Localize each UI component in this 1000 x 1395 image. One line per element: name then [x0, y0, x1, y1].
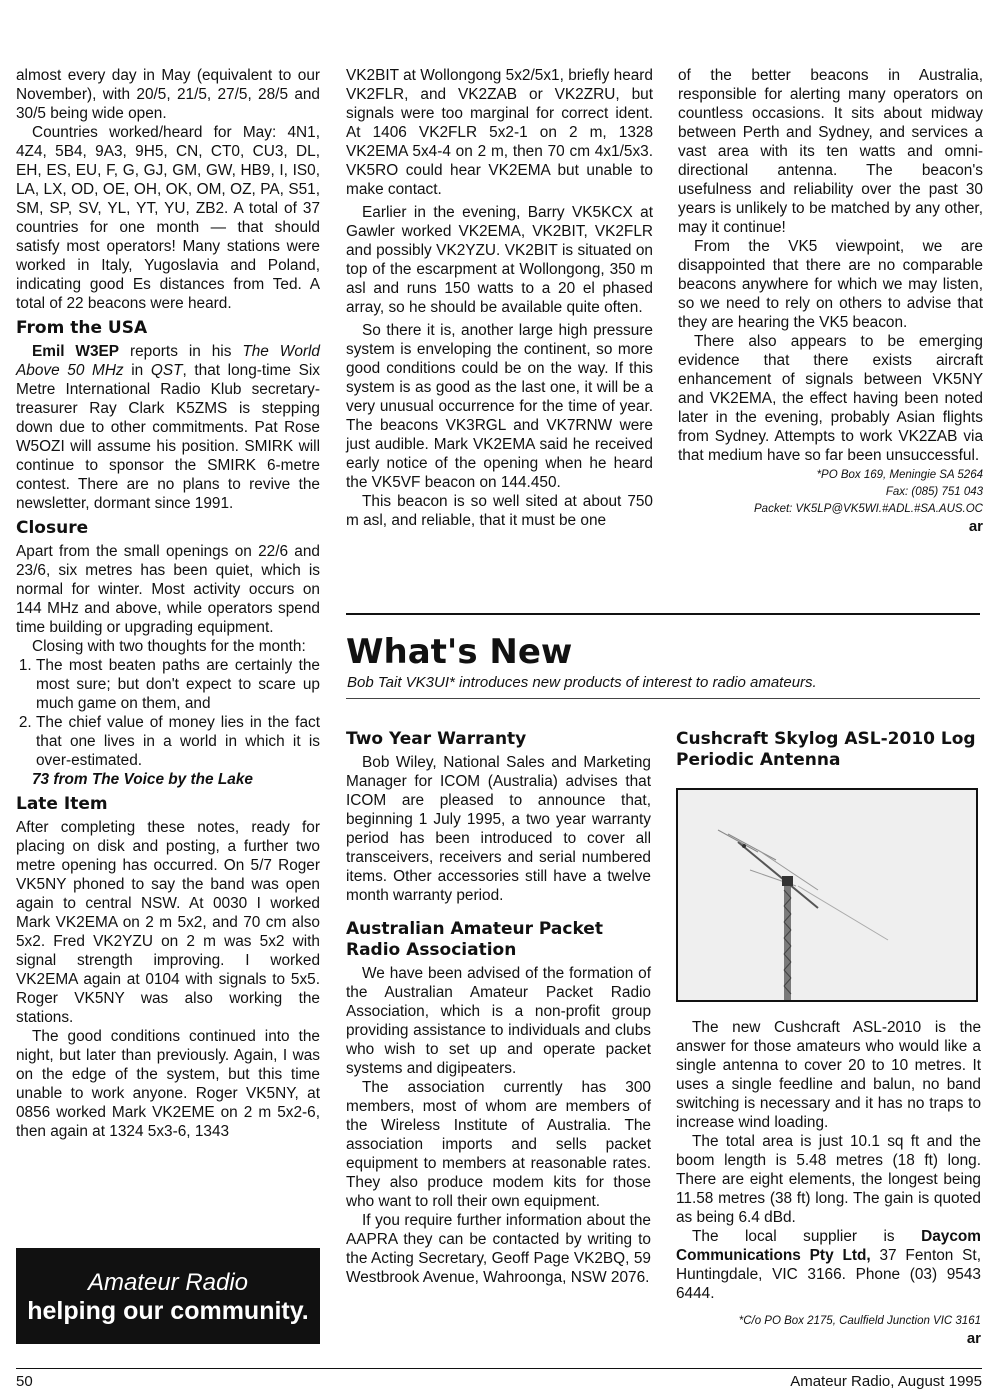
antenna-photo-illustration — [678, 790, 976, 1000]
end-mark: ar — [968, 518, 983, 535]
paragraph: Apart from the small openings on 22/6 and 23/6, six metres has been quiet, which is normal for winter. Most activity occurs on 144 MHz and above, while operators spend time building or upgrading equipment. — [16, 543, 320, 636]
list-item: 1. The most beaten paths are certainly the most sure; but don't expect to scare up much game on them, and — [36, 656, 320, 713]
publication-title: The World Above 50 MHz — [16, 343, 320, 379]
paragraph: Closing with two thoughts for the month: — [32, 638, 306, 655]
paragraph — [16, 342, 320, 513]
heading-two-year-warranty: Two Year Warranty — [346, 729, 527, 749]
paragraph: Bob Wiley, National Sales and Marketing Manager for ICOM (Australia) advises that ICOM are pleased to announce that, beginning 1 July 1995, a two year warranty period has been introduced to cover all transceivers, receivers and serial numbered items. Other accessories still have a twelve month warranty period. — [346, 754, 651, 904]
text: in — [123, 362, 151, 379]
page-number: 50 — [16, 1373, 33, 1390]
paragraph — [676, 1227, 981, 1303]
heading-aapra: Australian Amateur Packet Radio Association — [346, 919, 603, 960]
paragraph: VK2BIT at Wollongong 5x2/5x1, briefly heard VK2FLR, and VK2ZAB or VK2ZRU, but signals were too marginal for correct ident. At 1406 VK2FLR 5x2-1 on 2 m, 1328 VK2EMA 5x4-4 on 2 m, then 70 cm 4x1/5x3. VK5RO could hear VK2EMA but unable to make contact. — [346, 67, 653, 198]
subtitle-divider — [346, 698, 980, 699]
paragraph: The good conditions continued into the night, but later than previously. Again, I was on the edge of the system, but this time unable to work anyone. Roger VK5NY, at 0856 worked Mark VK2EME on 2 m 5x2-6, then again at 1324 5x3-6, 1343 — [16, 1028, 320, 1140]
paragraph: From the VK5 viewpoint, we are disappointed that there are no comparable beacons anywhere for which we may listen, so we need to rely on others to advise that they are hearing the VK5 beacon. — [678, 238, 983, 331]
paragraph: Countries worked/heard for May: 4N1, 4Z4, 5B4, 9A3, 9H5, CN, CT0, CU3, DL, EH, ES, EU, F, G, GJ, GM, GW, HB9, I, IS0, LA, LX, OD, OE, OH, OK, OM, OZ, PA, S51, SM, SP, SV, YL, YT, YU, ZB2. A total of 37 countries for one month — that should satisfy most operators! Many stations were worked in Italy, Yugoslavia and Poland, indicating good Es distances from Ted. A total of 22 beacons were heard. — [16, 124, 320, 312]
paragraph: This beacon is so well sited at about 750 m asl, and reliable, that it must be one — [346, 493, 653, 529]
paragraph: The new Cushcraft ASL-2010 is the answer for those amateurs who would like a single antenna to cover 20 to 10 metres. It uses a single feedline and balun, no band switching is necessary and it has no traps to increase wind loading. — [676, 1019, 981, 1131]
heading-late-item: Late Item — [16, 794, 108, 814]
section-title: What's New — [346, 632, 573, 672]
author-address: *PO Box 169, Meningie SA 5264 — [816, 469, 983, 481]
heading-cushcraft-antenna: Cushcraft Skylog ASL-2010 Log Periodic Antenna — [676, 729, 976, 770]
column-3 — [678, 66, 983, 536]
banner-line-1: Amateur Radio — [87, 1269, 249, 1296]
heading-closure: Closure — [16, 518, 89, 538]
signoff: 73 from The Voice by the Lake — [32, 771, 253, 788]
paragraph: Earlier in the evening, Barry VK5KCX at Gawler worked VK2EMA, VK2BIT, VK2FLR and possibly VK2YZU. VK2BIT is situated on top of the escarpment at Wollongong, 350 m asl and runs 150 watts to a 20 el phased array, so he should be available quite often. — [346, 204, 653, 316]
paragraph: We have been advised of the formation of the Australian Amateur Packet Radio Association, which is a non-profit group providing assistance to individuals and clubs who wish to set up and operate packet systems and digipeaters. — [346, 965, 651, 1077]
text: The local supplier is — [692, 1228, 922, 1245]
antenna-photo — [676, 788, 978, 1002]
paragraph: almost every day in May (equivalent to our November), with 20/5, 21/5, 27/5, 28/5 and 30/5 being wide open. — [16, 67, 320, 122]
publication-title: QST — [150, 362, 183, 379]
list-item: 2. The chief value of money lies in the fact that one lives in a world in which it is over-estimated. — [36, 713, 320, 770]
paragraph: of the better beacons in Australia, responsible for alerting many operators on countless occasions. It sits about midway between Perth and Sydney, and services a vast area with its ten watts and omni-directional antenna. The beacon's usefulness and reliability over the past 30 years is unlikely to be matched by any other, may it continue! — [678, 67, 983, 236]
publication-footer: Amateur Radio, August 1995 — [790, 1373, 982, 1390]
paragraph: If you require further information about the AAPRA they can be contacted by writing to the Acting Secretary, Geoff Page VK2BQ, 59 Westbrook Avenue, Wahroonga, NSW 2076. — [346, 1212, 651, 1286]
author-name: Emil W3EP — [32, 343, 120, 360]
whats-new-column-1 — [346, 724, 651, 1287]
author-packet: Packet: VK5LP@VK5WI.#ADL.#SA.AUS.OC — [754, 503, 983, 515]
column-1 — [16, 66, 320, 1141]
amateur-radio-banner — [16, 1248, 320, 1344]
paragraph: The total area is just 10.1 sq ft and the boom length is 5.48 metres (18 ft) long. There are eight elements, the longest being 11.58 metres (38 ft) long. The gain is quoted as being 6.4 dBd. — [676, 1133, 981, 1226]
thoughts-list — [16, 656, 320, 770]
paragraph: The association currently has 300 members, most of whom are members of the Wireless Institute of Australia. The association imports and sells packet equipment to members at reasonable rates. They also produce modem kits for those who want to roll their own equipment. — [346, 1079, 651, 1210]
section-divider — [346, 613, 980, 615]
footer-divider — [16, 1368, 982, 1369]
author-address: *C/o PO Box 2175, Caulfield Junction VIC 3161 — [738, 1315, 981, 1327]
paragraph: So there it is, another large high pressure system is enveloping the continent, so more good conditions could be on the way. If this system is as good as the last one, it will be a very unusual occurrence for the time of year. The beacons VK3RGL and VK7RNW were just audible. Mark VK2EMA said he received early notice of the opening when he heard the VK5VF beacon on 144.450. — [346, 322, 653, 491]
supplier-name: Daycom Communications Pty Ltd, — [676, 1228, 981, 1264]
paragraph: There also appears to be emerging evidence that there exists aircraft enhancement of signals between VK5NY and VK2EMA, the effect having been noted later in the evening, probably Asian flights from Sydney. Attempts to work VK2ZAB via that medium have so far been unsuccessful. — [678, 333, 983, 464]
text: 37 Fenton St, Huntingdale, VIC 3166. Phone (03) 9543 6444. — [676, 1247, 981, 1302]
author-fax: Fax: (085) 751 043 — [885, 486, 983, 498]
whats-new-column-2 — [676, 724, 981, 774]
whats-new-column-2-body — [676, 1018, 981, 1348]
heading-from-the-usa: From the USA — [16, 318, 148, 338]
section-subtitle: Bob Tait VK3UI* introduces new products of interest to radio amateurs. — [347, 674, 817, 691]
end-mark: ar — [966, 1330, 981, 1347]
paragraph: After completing these notes, ready for placing on disk and posting, a further two metre opening has occurred. On 5/7 Roger VK5NY phoned to say the band was open again to central NSW. At 0030 I worked Mark VK2EMA on 2 m 5x2, and 70 cm also 5x2. Fred VK2YZU on 2 m was 5x2 with signal strength improving. I worked VK2EMA again at 0104 with signals to 5x5. Roger VK5NY was also working the stations. — [16, 819, 320, 1026]
text: , that long-time Six Metre International Radio Klub secretary-treasurer Ray Clark K5ZMS is stepping down due to other commitments. Pat Rose W5OZI will assume his position. SMIRK will continue to sponsor the SMIRK 6-metre contest. There are no plans to revive the newsletter, dormant since 1991. — [16, 362, 320, 512]
column-2 — [346, 66, 653, 530]
banner-line-2: helping our community. — [27, 1297, 309, 1325]
text: reports in his — [119, 343, 243, 360]
